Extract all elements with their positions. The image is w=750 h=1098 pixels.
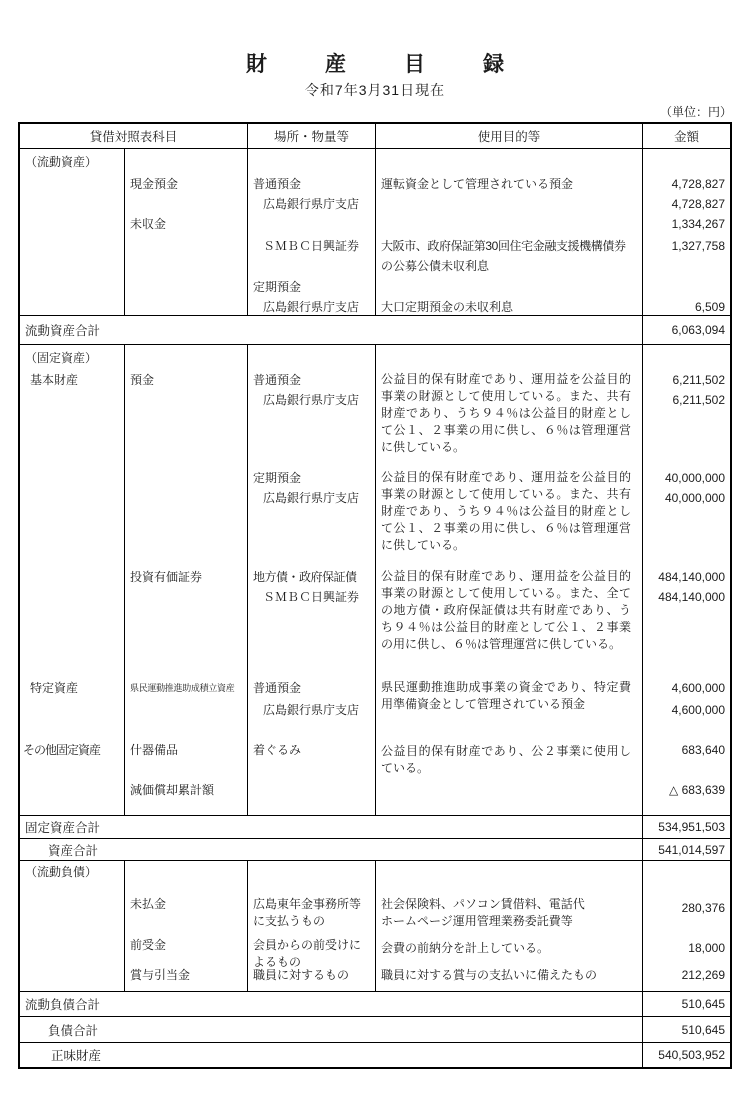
place-column	[247, 861, 375, 991]
current-assets-block	[20, 148, 730, 315]
total-label: 資産合計	[48, 843, 99, 858]
place-line: 広島銀行県庁支店	[263, 300, 360, 314]
amount-value: △ 683,639	[669, 783, 725, 797]
purpose-text: 公益目的保有財産であり、運用益を公益目的事業の財源として使用している。また、共有財産であり、うち９４％は公益目的財産として公１、２事業の用に供し、６％は管理運営に供している。	[381, 470, 631, 552]
purpose-text: 大阪市、政府保証第30回住宅金融支援機構債券	[381, 239, 626, 253]
header-purpose: 使用目的等	[375, 124, 642, 148]
place-line: 普通預金	[253, 373, 302, 387]
amount-value: 280,376	[681, 901, 725, 915]
place-line: に支払うもの	[253, 914, 326, 928]
current-liabilities-block	[20, 860, 730, 991]
purpose-column	[375, 345, 642, 815]
amount-value: 4,600,000	[671, 681, 725, 695]
place-line: 広島東年金事務所等	[253, 897, 362, 911]
total-label: 流動資産合計	[25, 324, 101, 338]
item-label: 投資有価証券	[130, 570, 203, 584]
purpose-text: 公益目的保有財産であり、公２事業に使用している。	[381, 744, 631, 775]
category-column	[20, 149, 124, 315]
item-column	[124, 345, 247, 815]
inventory-table	[18, 122, 732, 1069]
total-amount: 6,063,094	[642, 316, 730, 344]
purpose-text: 運転資金として管理されている預金	[381, 177, 574, 191]
amount-column	[642, 149, 730, 315]
amount-value: 1,334,267	[671, 217, 725, 231]
fixed-assets-block	[20, 344, 730, 815]
category-label: 特定資産	[30, 681, 79, 695]
total-label: 負債合計	[48, 1023, 99, 1038]
total-amount: 541,014,597	[642, 839, 730, 860]
total-amount: 540,503,952	[642, 1043, 730, 1067]
purpose-text: 公益目的保有財産であり、運用益を公益目的事業の財源として使用している。また、全ての地方債・政府保証債は共有財産であり、うち９４％は公益目的財産として公１、２事業の用に供し、６％は管理運営に供している。	[381, 569, 631, 651]
item-label: 未払金	[130, 897, 167, 911]
item-label: 什器備品	[130, 743, 179, 757]
amount-value: 4,728,827	[671, 177, 725, 191]
purpose-column	[375, 861, 642, 991]
item-column	[124, 861, 247, 991]
category-column	[20, 861, 124, 991]
amount-value: 18,000	[688, 941, 725, 955]
item-label: 預金	[130, 373, 155, 387]
amount-value: 683,640	[681, 743, 725, 757]
liabilities-total-row	[20, 1016, 730, 1042]
place-line: よるもの	[253, 955, 302, 969]
place-line: 職員に対するもの	[253, 968, 350, 982]
place-line: 地方債・政府保証債	[253, 570, 357, 584]
section-label: （固定資産）	[25, 351, 98, 365]
amount-value: 484,140,000	[658, 590, 725, 604]
amount-value: 40,000,000	[664, 471, 725, 485]
place-line: ＳＭＢＣ日興証券	[263, 590, 360, 604]
net-assets-row	[20, 1042, 730, 1067]
place-line: 定期預金	[253, 280, 302, 294]
amount-value: 212,269	[681, 968, 725, 982]
as-of-date: 令和7年3月31日現在	[304, 82, 446, 98]
total-label: 固定資産合計	[25, 821, 101, 835]
total-amount: 534,951,503	[642, 816, 730, 838]
category-label: 基本財産	[30, 373, 79, 387]
unit-note: （単位：円）	[659, 105, 732, 119]
page-title: 財産目録	[246, 53, 562, 76]
purpose-text: 公益目的保有財産であり、運用益を公益目的事業の財源として使用している。また、共有財産であり、うち９４％は公益目的財産として公１、２事業の用に供し、６％は管理運営に供している。	[381, 372, 631, 454]
place-line: 広島銀行県庁支店	[263, 393, 360, 407]
purpose-text: 職員に対する賞与の支払いに備えたもの	[381, 968, 598, 982]
amount-value: 4,600,000	[671, 703, 725, 717]
item-label: 減価償却累計額	[130, 783, 215, 797]
total-label: 正味財産	[51, 1049, 102, 1063]
purpose-text: 社会保険料、パソコン賃借料、電話代	[381, 897, 585, 911]
item-label: 賞与引当金	[130, 968, 191, 982]
item-label: 未収金	[130, 217, 167, 231]
purpose-column	[375, 149, 642, 315]
header-place: 場所・物量等	[247, 124, 375, 148]
amount-value: 484,140,000	[658, 570, 725, 584]
place-column	[247, 345, 375, 815]
total-amount: 510,645	[642, 992, 730, 1016]
amount-column	[642, 861, 730, 991]
header-amount: 金額	[642, 124, 730, 148]
item-column	[124, 149, 247, 315]
place-line: 定期預金	[253, 471, 302, 485]
section-label: （流動負債）	[25, 865, 98, 879]
fixed-assets-total-row	[20, 815, 730, 838]
amount-value: 6,211,502	[672, 393, 725, 407]
amount-value: 6,211,502	[672, 373, 725, 387]
item-label: 県民運動推進助成積立資産	[130, 683, 235, 693]
place-line: 広島銀行県庁支店	[263, 491, 360, 505]
place-line: 普通預金	[253, 681, 302, 695]
place-line: 広島銀行県庁支店	[263, 703, 360, 717]
section-label: （流動資産）	[25, 155, 98, 169]
total-label: 流動負債合計	[25, 998, 101, 1012]
table-header-row	[20, 124, 730, 148]
item-label: 前受金	[130, 938, 167, 952]
amount-value: 40,000,000	[664, 491, 725, 505]
category-label: その他固定資産	[23, 743, 101, 757]
place-column	[247, 149, 375, 315]
amount-value: 6,509	[694, 300, 725, 314]
item-label: 現金預金	[130, 177, 179, 191]
purpose-text: 会費の前納分を計上している。	[381, 941, 550, 955]
purpose-text: ホームページ運用管理業務委託費等	[381, 914, 573, 928]
amount-value: 1,327,758	[671, 239, 725, 253]
purpose-text: 県民運動推進助成事業の資金であり、特定費用準備資金として管理されている預金	[381, 680, 631, 711]
place-line: ＳＭＢＣ日興証券	[263, 239, 360, 253]
header-account: 貸借対照表科目	[89, 130, 178, 144]
purpose-text: 大口定期預金の未収利息	[381, 300, 514, 314]
purpose-text: の公募公債未収利息	[381, 259, 490, 273]
assets-total-row	[20, 838, 730, 860]
category-column	[20, 345, 124, 815]
place-line: 普通預金	[253, 177, 302, 191]
place-line: 広島銀行県庁支店	[263, 197, 360, 211]
total-amount: 510,645	[642, 1017, 730, 1042]
place-line: 着ぐるみ	[253, 743, 302, 757]
current-assets-total-row	[20, 315, 730, 344]
amount-column	[642, 345, 730, 815]
current-liabilities-total-row	[20, 991, 730, 1016]
amount-value: 4,728,827	[671, 197, 725, 211]
place-line: 会員からの前受けに	[253, 938, 362, 952]
